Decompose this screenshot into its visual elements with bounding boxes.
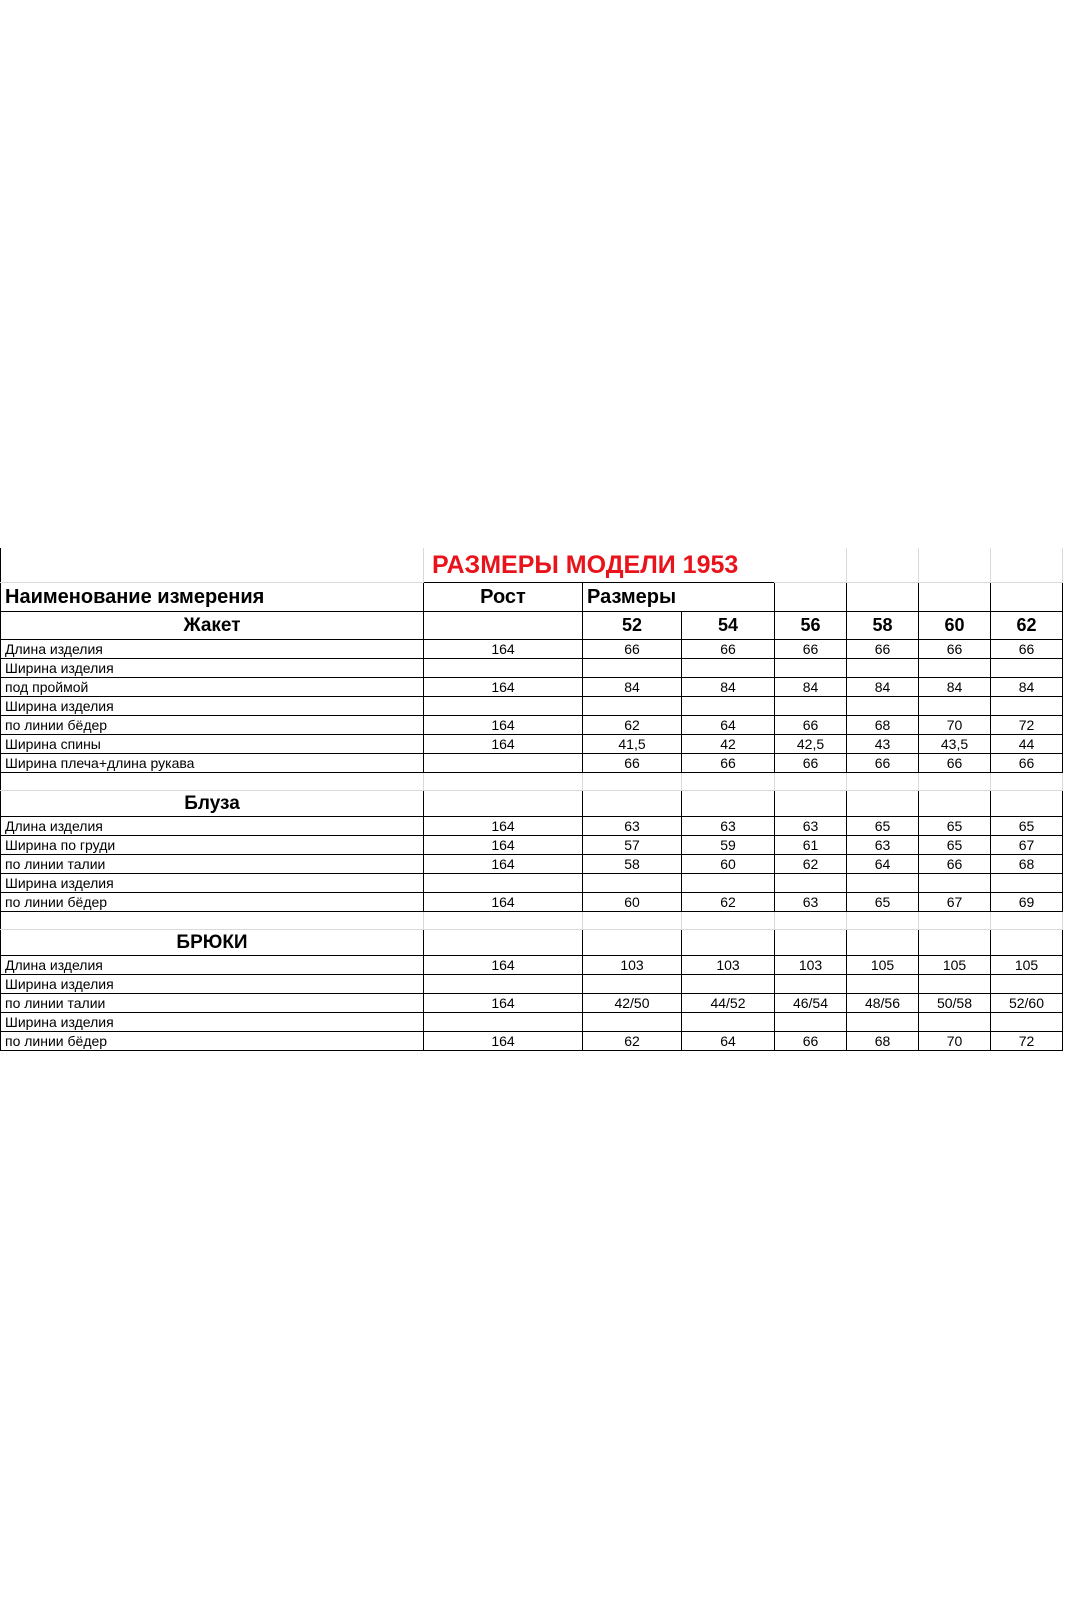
table-row	[1, 994, 1063, 1013]
size-value: 60	[682, 855, 775, 874]
size-value: 84	[583, 678, 682, 697]
height-value: 164	[424, 1032, 583, 1051]
height-value: 164	[424, 716, 583, 735]
size-value: 72	[991, 1032, 1063, 1051]
size-value	[775, 874, 847, 893]
size-value: 66	[919, 855, 991, 874]
table-row	[1, 640, 1063, 659]
size-value: 84	[919, 678, 991, 697]
height-value	[424, 659, 583, 678]
height-value: 164	[424, 640, 583, 659]
size-value: 70	[919, 716, 991, 735]
size-value: 70	[919, 1032, 991, 1051]
size-value: 67	[991, 836, 1063, 855]
size-value: 46/54	[775, 994, 847, 1013]
measurement-label: Ширина изделия	[1, 874, 424, 893]
size-value: 65	[847, 817, 919, 836]
table-row	[1, 1013, 1063, 1032]
measurement-label: Ширина изделия	[1, 659, 424, 678]
table-row	[1, 956, 1063, 975]
size-value: 63	[682, 817, 775, 836]
size-value: 105	[919, 956, 991, 975]
size-value	[991, 1013, 1063, 1032]
table-row	[1, 697, 1063, 716]
measurement-label: Ширина изделия	[1, 697, 424, 716]
size-value: 68	[991, 855, 1063, 874]
height-value: 164	[424, 817, 583, 836]
header-row	[1, 583, 1063, 612]
size-value: 42,5	[775, 735, 847, 754]
header-height: Рост	[424, 583, 583, 612]
size-value: 66	[682, 640, 775, 659]
size-value: 43,5	[919, 735, 991, 754]
size-value	[775, 697, 847, 716]
size-value: 62	[682, 893, 775, 912]
size-value	[919, 975, 991, 994]
table-row	[1, 1032, 1063, 1051]
header-sizes: Размеры	[583, 583, 775, 612]
size-value: 72	[991, 716, 1063, 735]
size-header-56: 56	[775, 612, 847, 640]
size-value	[682, 697, 775, 716]
height-value	[424, 874, 583, 893]
size-value: 66	[775, 640, 847, 659]
size-value: 69	[991, 893, 1063, 912]
size-value	[775, 1013, 847, 1032]
height-value	[424, 1013, 583, 1032]
size-value: 105	[991, 956, 1063, 975]
measurement-label: по линии бёдер	[1, 893, 424, 912]
size-value: 59	[682, 836, 775, 855]
size-value	[991, 874, 1063, 893]
size-value	[919, 1013, 991, 1032]
table-row	[1, 735, 1063, 754]
height-value: 164	[424, 855, 583, 874]
size-value	[682, 1013, 775, 1032]
size-value: 65	[847, 893, 919, 912]
table-row	[1, 893, 1063, 912]
size-value: 68	[847, 716, 919, 735]
measurement-label: Ширина спины	[1, 735, 424, 754]
size-value: 66	[991, 640, 1063, 659]
size-value: 61	[775, 836, 847, 855]
size-value: 44	[991, 735, 1063, 754]
measurement-label: по линии бёдер	[1, 716, 424, 735]
table-row	[1, 874, 1063, 893]
size-value: 60	[583, 893, 682, 912]
size-value: 63	[775, 817, 847, 836]
section-title-blouse: Блуза	[1, 791, 424, 817]
size-value: 105	[847, 956, 919, 975]
size-value: 84	[991, 678, 1063, 697]
measurement-label: Длина изделия	[1, 817, 424, 836]
measurement-label: по линии талии	[1, 855, 424, 874]
size-value: 66	[682, 754, 775, 773]
spacer-row	[1, 773, 1063, 791]
size-value: 66	[847, 754, 919, 773]
size-value: 42	[682, 735, 775, 754]
height-value	[424, 697, 583, 716]
measurement-label: под проймой	[1, 678, 424, 697]
measurement-label: по линии талии	[1, 994, 424, 1013]
size-value: 44/52	[682, 994, 775, 1013]
size-value: 65	[991, 817, 1063, 836]
size-value: 42/50	[583, 994, 682, 1013]
size-value	[583, 1013, 682, 1032]
size-value: 64	[682, 1032, 775, 1051]
size-value: 66	[919, 754, 991, 773]
height-value	[424, 754, 583, 773]
size-value: 52/60	[991, 994, 1063, 1013]
size-value	[682, 975, 775, 994]
size-header-60: 60	[919, 612, 991, 640]
header-name: Наименование измерения	[1, 583, 424, 612]
height-value: 164	[424, 893, 583, 912]
table-row	[1, 678, 1063, 697]
size-value	[847, 659, 919, 678]
size-value: 66	[847, 640, 919, 659]
size-value: 41,5	[583, 735, 682, 754]
size-value: 67	[919, 893, 991, 912]
height-value: 164	[424, 735, 583, 754]
height-value: 164	[424, 994, 583, 1013]
section-header-row	[1, 612, 1063, 640]
size-value	[775, 659, 847, 678]
table-row	[1, 659, 1063, 678]
size-value: 84	[775, 678, 847, 697]
size-value: 48/56	[847, 994, 919, 1013]
section-title-jacket: Жакет	[1, 612, 424, 640]
size-header-52: 52	[583, 612, 682, 640]
table-row	[1, 855, 1063, 874]
size-value: 66	[919, 640, 991, 659]
size-value: 43	[847, 735, 919, 754]
size-value: 66	[583, 640, 682, 659]
size-table	[0, 548, 1063, 1051]
measurement-label: Длина изделия	[1, 956, 424, 975]
section-header-row	[1, 930, 1063, 956]
size-value	[583, 697, 682, 716]
height-value: 164	[424, 836, 583, 855]
size-value: 66	[991, 754, 1063, 773]
size-header-54: 54	[682, 612, 775, 640]
size-value	[991, 697, 1063, 716]
size-value: 63	[775, 893, 847, 912]
size-value	[583, 659, 682, 678]
size-value	[847, 1013, 919, 1032]
measurement-label: Ширина изделия	[1, 1013, 424, 1032]
size-value: 63	[583, 817, 682, 836]
measurement-label: Ширина плеча+длина рукава	[1, 754, 424, 773]
size-value: 84	[682, 678, 775, 697]
spacer-row	[1, 912, 1063, 930]
size-value: 58	[583, 855, 682, 874]
size-value	[919, 697, 991, 716]
size-value: 50/58	[919, 994, 991, 1013]
size-value	[583, 874, 682, 893]
size-value	[682, 874, 775, 893]
table-row	[1, 817, 1063, 836]
size-value	[583, 975, 682, 994]
size-value: 62	[583, 716, 682, 735]
table-row	[1, 754, 1063, 773]
table-row	[1, 975, 1063, 994]
size-value: 64	[682, 716, 775, 735]
chart-title: РАЗМЕРЫ МОДЕЛИ 1953	[432, 551, 739, 579]
size-value: 62	[583, 1032, 682, 1051]
section-title-trousers: БРЮКИ	[1, 930, 424, 956]
height-value	[424, 975, 583, 994]
size-value	[682, 659, 775, 678]
size-value: 64	[847, 855, 919, 874]
size-value	[991, 659, 1063, 678]
size-value	[775, 975, 847, 994]
size-value: 63	[847, 836, 919, 855]
size-value: 66	[775, 716, 847, 735]
size-value: 68	[847, 1032, 919, 1051]
section-header-row	[1, 791, 1063, 817]
size-value: 103	[775, 956, 847, 975]
size-value: 57	[583, 836, 682, 855]
table-row	[1, 836, 1063, 855]
size-value: 66	[775, 1032, 847, 1051]
size-value	[847, 697, 919, 716]
size-value: 66	[583, 754, 682, 773]
size-value: 103	[682, 956, 775, 975]
size-table-body	[1, 548, 1063, 1051]
size-chart-sheet	[0, 548, 1066, 1054]
size-header-62: 62	[991, 612, 1063, 640]
measurement-label: Ширина изделия	[1, 975, 424, 994]
title-row	[1, 548, 1063, 583]
size-value	[991, 975, 1063, 994]
size-value: 66	[775, 754, 847, 773]
height-value: 164	[424, 678, 583, 697]
size-header-58: 58	[847, 612, 919, 640]
size-value: 84	[847, 678, 919, 697]
size-value: 103	[583, 956, 682, 975]
size-value	[847, 975, 919, 994]
size-value: 62	[775, 855, 847, 874]
measurement-label: Длина изделия	[1, 640, 424, 659]
size-value: 65	[919, 836, 991, 855]
measurement-label: Ширина по груди	[1, 836, 424, 855]
table-row	[1, 716, 1063, 735]
size-value: 65	[919, 817, 991, 836]
measurement-label: по линии бёдер	[1, 1032, 424, 1051]
size-value	[919, 874, 991, 893]
height-value: 164	[424, 956, 583, 975]
size-value	[847, 874, 919, 893]
size-value	[919, 659, 991, 678]
